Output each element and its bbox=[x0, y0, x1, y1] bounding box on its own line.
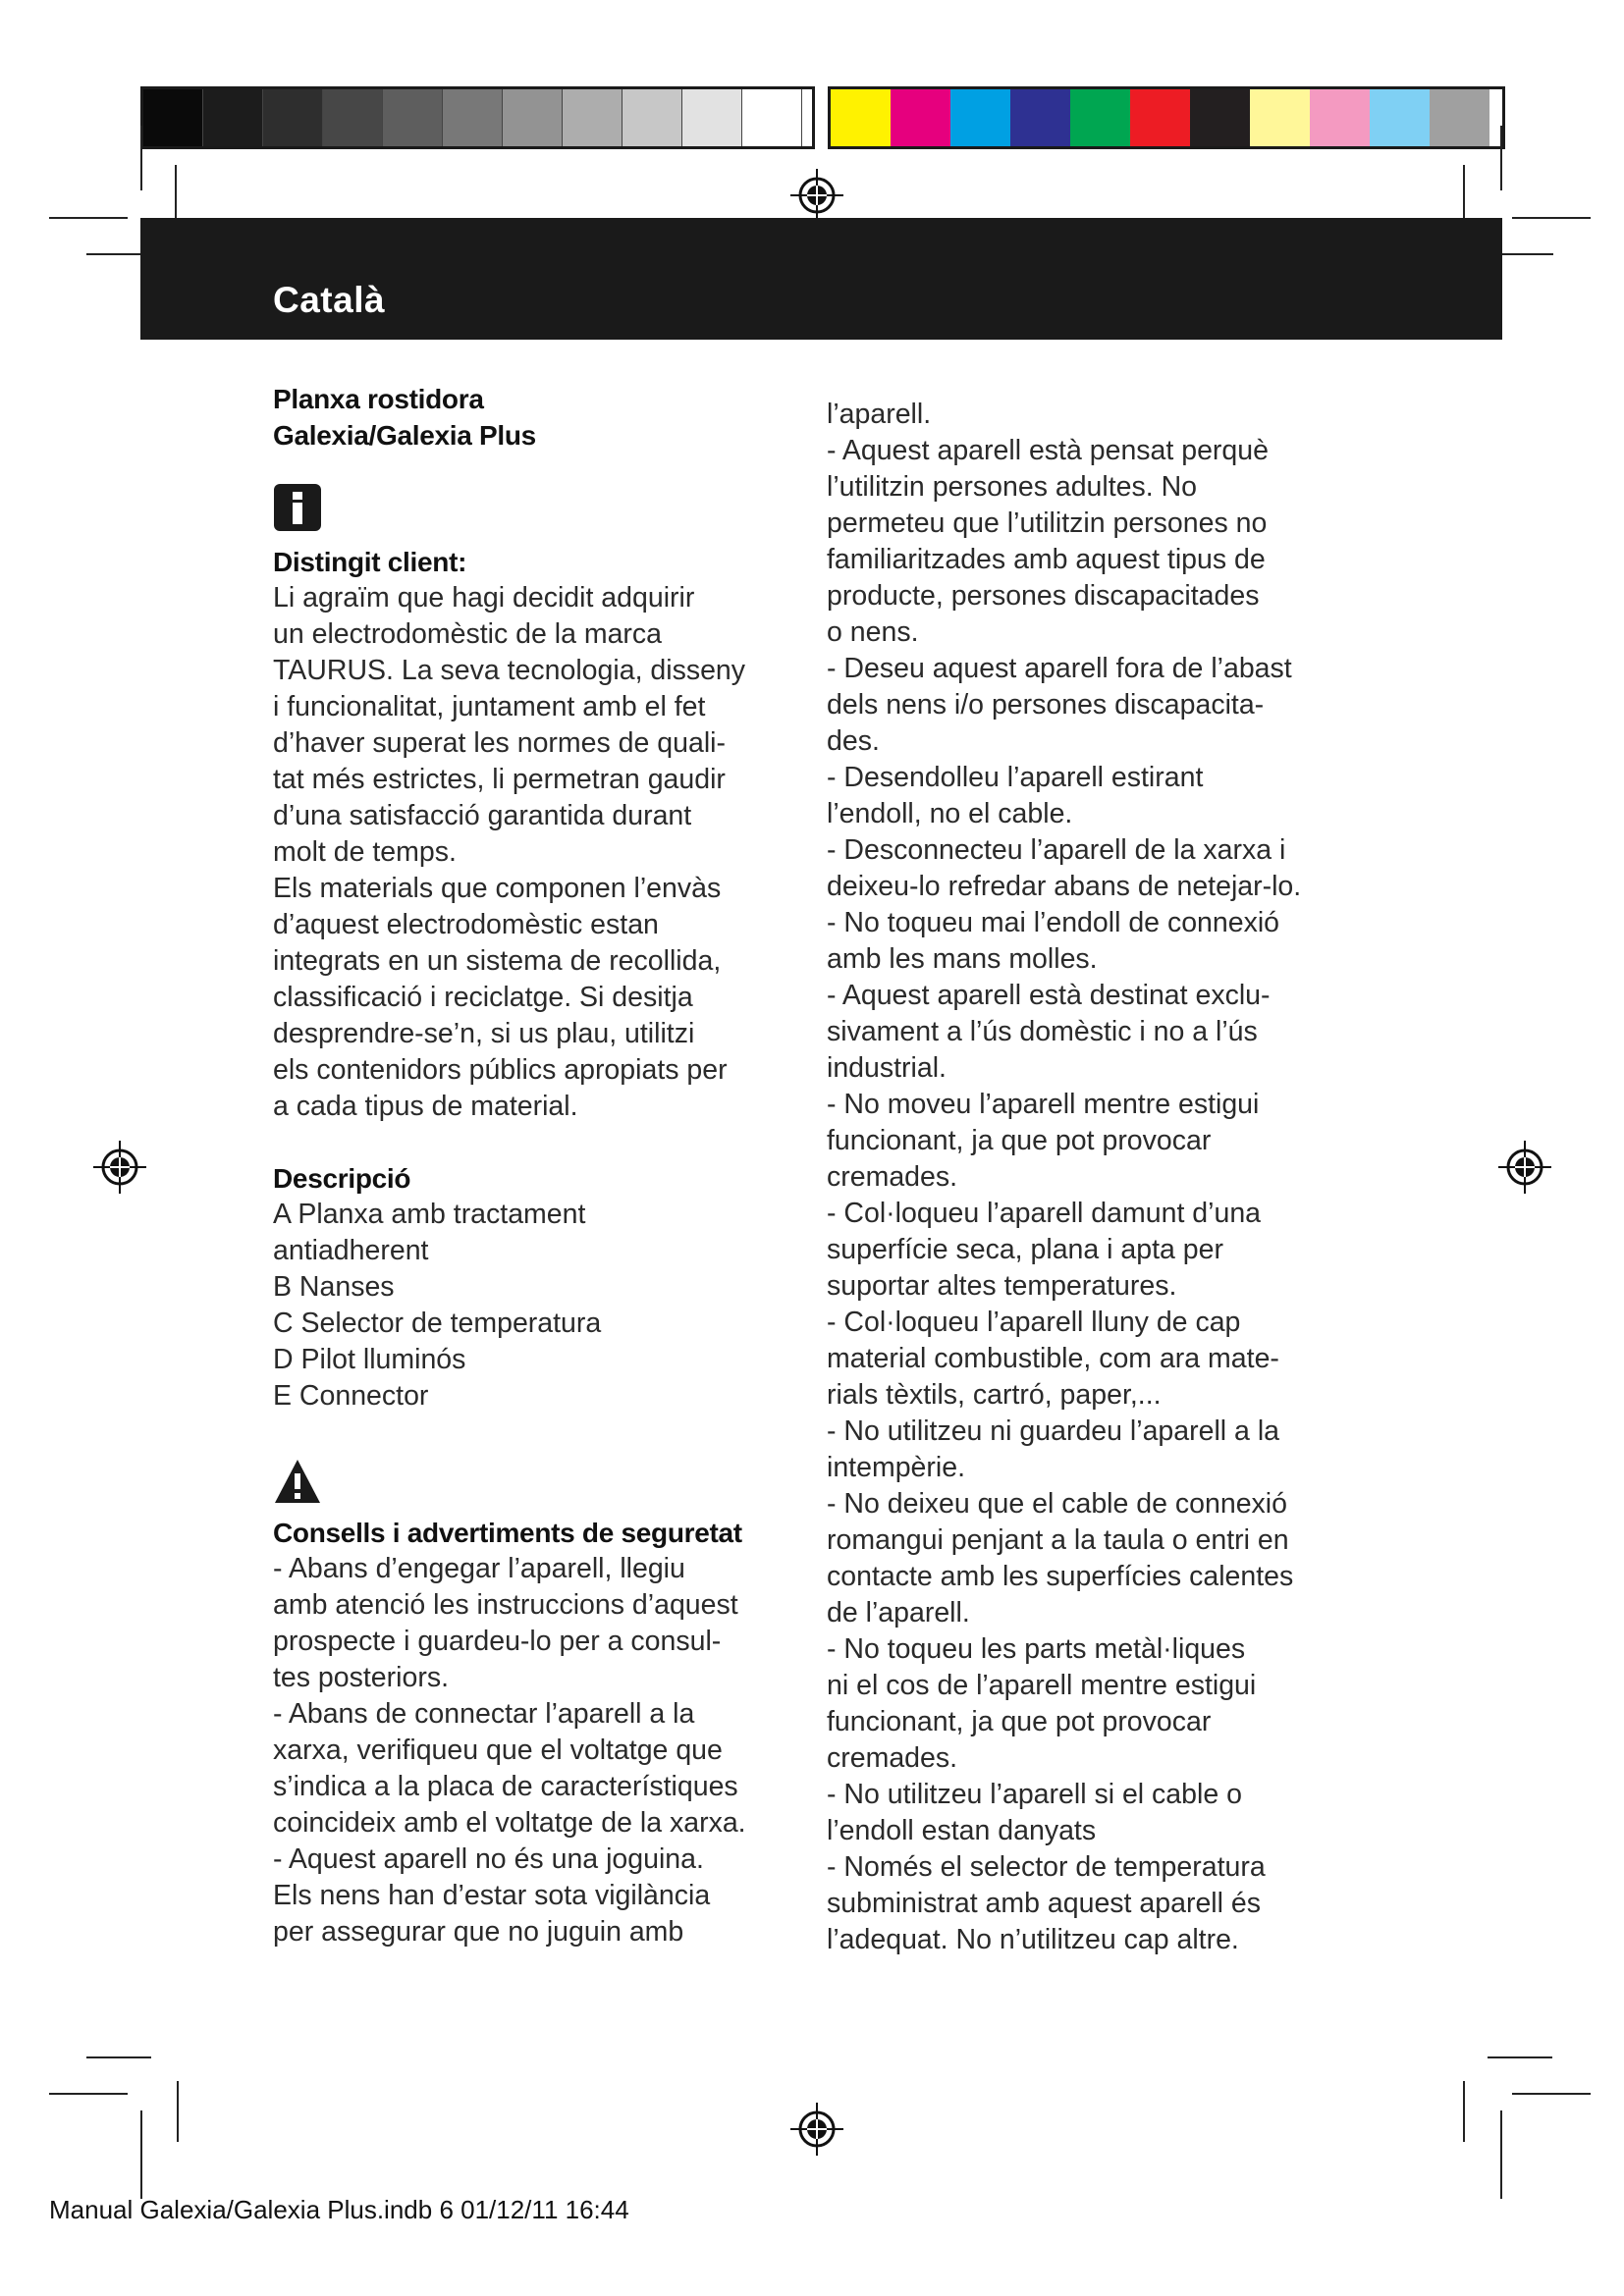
color-swatch bbox=[1370, 89, 1430, 146]
description-item: A Planxa amb tractament bbox=[273, 1199, 586, 1230]
crop-mark bbox=[140, 2110, 142, 2199]
safety-line: l’aparell. bbox=[827, 399, 932, 430]
color-swatch bbox=[323, 89, 383, 146]
safety-line: prospecte i guardeu-lo per a consul- bbox=[273, 1626, 722, 1657]
safety-line: - Abans de connectar l’aparell a la bbox=[273, 1698, 695, 1730]
safety-line: per assegurar que no juguin amb bbox=[273, 1916, 684, 1948]
color-swatch bbox=[263, 89, 323, 146]
text-line: Els materials que componen l’envàs bbox=[273, 873, 722, 904]
text-line: classificació i reciclatge. Si desitja bbox=[273, 982, 693, 1013]
product-title: Planxa rostidora bbox=[273, 384, 484, 414]
intro-paragraph-1 bbox=[273, 580, 784, 871]
safety-line: l’utilitzin persones adultes. No bbox=[827, 471, 1198, 503]
safety-line: permeteu que l’utilitzin persones no bbox=[827, 507, 1268, 539]
safety-line: l’endoll, no el cable. bbox=[827, 798, 1073, 829]
color-swatch bbox=[203, 89, 263, 146]
safety-line: - Desendolleu l’aparell estirant bbox=[827, 762, 1204, 793]
registration-mark-icon bbox=[93, 1141, 146, 1194]
description-item: antiadherent bbox=[273, 1235, 429, 1266]
registration-mark-icon bbox=[790, 169, 843, 222]
color-swatch bbox=[682, 89, 742, 146]
safety-line: - No utilitzeu ni guardeu l’aparell a la bbox=[827, 1415, 1280, 1447]
color-swatch bbox=[623, 89, 682, 146]
safety-line: tes posteriors. bbox=[273, 1662, 449, 1693]
description-item: E Connector bbox=[273, 1380, 429, 1412]
description-list bbox=[273, 1197, 784, 1415]
safety-line: xarxa, verifiqueu que el voltatge que bbox=[273, 1735, 723, 1766]
left-column bbox=[273, 381, 784, 1950]
right-column bbox=[827, 397, 1357, 1958]
description-item: C Selector de temperatura bbox=[273, 1308, 602, 1339]
product-model: Galexia/Galexia Plus bbox=[273, 420, 536, 451]
safety-line: material combustible, com ara mate- bbox=[827, 1343, 1279, 1374]
safety-line: suportar altes temperatures. bbox=[827, 1270, 1177, 1302]
text-line: i funcionalitat, juntament amb el fet bbox=[273, 691, 706, 722]
text-line: d’aquest electrodomèstic estan bbox=[273, 909, 659, 940]
color-swatch bbox=[891, 89, 950, 146]
safety-line: producte, persones discapacitades bbox=[827, 580, 1260, 612]
safety-line: - Aquest aparell està pensat perquè bbox=[827, 435, 1269, 466]
text-line: integrats en un sistema de recollida, bbox=[273, 945, 722, 977]
safety-line: - Deseu aquest aparell fora de l’abast bbox=[827, 653, 1292, 684]
safety-right-text bbox=[827, 397, 1357, 1958]
color-swatch bbox=[1250, 89, 1310, 146]
color-swatch bbox=[443, 89, 503, 146]
safety-line: l’adequat. No n’utilitzeu cap altre. bbox=[827, 1924, 1239, 1955]
crop-mark bbox=[86, 253, 147, 255]
text-line: d’una satisfacció garantida durant bbox=[273, 800, 692, 831]
safety-line: - No toqueu mai l’endoll de connexió bbox=[827, 907, 1280, 938]
crop-mark bbox=[86, 2056, 151, 2058]
safety-line: amb les mans molles. bbox=[827, 943, 1098, 975]
crop-mark bbox=[1488, 2056, 1552, 2058]
color-swatch bbox=[143, 89, 203, 146]
description-item: D Pilot lluminós bbox=[273, 1344, 466, 1375]
color-swatch bbox=[831, 89, 891, 146]
crop-mark bbox=[49, 217, 128, 219]
color-swatch bbox=[503, 89, 563, 146]
text-line: els contenidors públics apropiats per bbox=[273, 1054, 728, 1086]
safety-line: - Col·loqueu l’aparell lluny de cap bbox=[827, 1307, 1241, 1338]
intro-paragraph-2 bbox=[273, 871, 784, 1125]
safety-line: - No toqueu les parts metàl·liques bbox=[827, 1633, 1246, 1665]
color-swatch bbox=[950, 89, 1010, 146]
intro-heading: Distingit client: bbox=[273, 547, 467, 577]
crop-mark bbox=[1512, 217, 1591, 219]
color-swatch bbox=[383, 89, 443, 146]
safety-line: industrial. bbox=[827, 1052, 947, 1084]
safety-line: - No deixeu que el cable de connexió bbox=[827, 1488, 1287, 1520]
safety-line: contacte amb les superfícies calentes bbox=[827, 1561, 1294, 1592]
registration-mark-icon bbox=[790, 2103, 843, 2156]
safety-line: - Abans d’engegar l’aparell, llegiu bbox=[273, 1553, 685, 1584]
color-swatch bbox=[742, 89, 802, 146]
safety-left-text bbox=[273, 1551, 784, 1950]
safety-line: familiaritzades amb aquest tipus de bbox=[827, 544, 1266, 575]
safety-line: l’endoll estan danyats bbox=[827, 1815, 1097, 1846]
safety-line: intempèrie. bbox=[827, 1452, 965, 1483]
text-line: un electrodomèstic de la marca bbox=[273, 618, 663, 650]
safety-line: Els nens han d’estar sota vigilància bbox=[273, 1880, 711, 1911]
color-swatch bbox=[563, 89, 623, 146]
language-title: Català bbox=[273, 280, 386, 320]
text-line: desprendre-se’n, si us plau, utilitzi bbox=[273, 1018, 695, 1049]
safety-line: deixeu-lo refredar abans de netejar-lo. bbox=[827, 871, 1302, 902]
safety-line: - Col·loqueu l’aparell damunt d’una bbox=[827, 1198, 1262, 1229]
safety-line: - No moveu l’aparell mentre estigui bbox=[827, 1089, 1260, 1120]
safety-line: o nens. bbox=[827, 616, 919, 648]
safety-line: ni el cos de l’aparell mentre estigui bbox=[827, 1670, 1257, 1701]
safety-line: romangui penjant a la taula o entri en bbox=[827, 1524, 1289, 1556]
info-icon bbox=[273, 483, 322, 532]
color-swatch bbox=[1130, 89, 1190, 146]
crop-mark bbox=[1500, 2110, 1502, 2199]
crop-mark bbox=[1463, 165, 1465, 226]
safety-line: dels nens i/o persones discapacita- bbox=[827, 689, 1265, 721]
crop-mark bbox=[140, 126, 142, 190]
color-swatch bbox=[1310, 89, 1370, 146]
text-line: tat més estrictes, li permetran gaudir bbox=[273, 764, 726, 795]
safety-line: s’indica a la placa de característiques bbox=[273, 1771, 738, 1802]
safety-line: des. bbox=[827, 725, 880, 757]
safety-line: sivament a l’ús domèstic i no a l’ús bbox=[827, 1016, 1258, 1047]
registration-mark-icon bbox=[1498, 1141, 1551, 1194]
safety-line: cremades. bbox=[827, 1161, 958, 1193]
safety-line: - Aquest aparell no és una joguina. bbox=[273, 1843, 704, 1875]
safety-line: - Desconnecteu l’aparell de la xarxa i bbox=[827, 834, 1286, 866]
color-swatch bbox=[1430, 89, 1489, 146]
print-slug: Manual Galexia/Galexia Plus.indb 6 01/12/11 16:44 bbox=[49, 2195, 629, 2224]
safety-line: subministrat amb aquest aparell és bbox=[827, 1888, 1261, 1919]
crop-mark bbox=[175, 165, 177, 226]
safety-line: funcionant, ja que pot provocar bbox=[827, 1125, 1212, 1156]
text-line: Li agraïm que hagi decidit adquirir bbox=[273, 582, 695, 614]
safety-line: funcionant, ja que pot provocar bbox=[827, 1706, 1212, 1737]
safety-line: - Només el selector de temperatura bbox=[827, 1851, 1266, 1883]
description-heading: Descripció bbox=[273, 1163, 411, 1194]
crop-mark bbox=[49, 2093, 128, 2095]
safety-line: cremades. bbox=[827, 1742, 958, 1774]
safety-heading: Consells i advertiments de seguretat bbox=[273, 1518, 742, 1548]
crop-mark bbox=[177, 2081, 179, 2142]
language-header-band bbox=[140, 218, 1502, 340]
grayscale-color-bar bbox=[140, 86, 815, 149]
text-line: TAURUS. La seva tecnologia, disseny bbox=[273, 655, 746, 686]
safety-line: coincideix amb el voltatge de la xarxa. bbox=[273, 1807, 746, 1839]
crop-mark bbox=[1500, 126, 1502, 190]
safety-line: - No utilitzeu l’aparell si el cable o bbox=[827, 1779, 1242, 1810]
text-line: a cada tipus de material. bbox=[273, 1091, 578, 1122]
safety-line: rials tèxtils, cartró, paper,... bbox=[827, 1379, 1162, 1411]
color-swatch bbox=[1010, 89, 1070, 146]
process-color-bar bbox=[828, 86, 1505, 149]
warning-icon bbox=[273, 1458, 322, 1505]
description-item: B Nanses bbox=[273, 1271, 395, 1303]
safety-line: - Aquest aparell està destinat exclu- bbox=[827, 980, 1271, 1011]
safety-line: amb atenció les instruccions d’aquest bbox=[273, 1589, 738, 1621]
crop-mark bbox=[1463, 2081, 1465, 2142]
safety-line: de l’aparell. bbox=[827, 1597, 970, 1629]
crop-mark bbox=[1512, 2093, 1591, 2095]
color-swatch bbox=[1190, 89, 1250, 146]
color-swatch bbox=[1070, 89, 1130, 146]
text-line: d’haver superat les normes de quali- bbox=[273, 727, 726, 759]
safety-line: superfície seca, plana i apta per bbox=[827, 1234, 1223, 1265]
text-line: molt de temps. bbox=[273, 836, 457, 868]
